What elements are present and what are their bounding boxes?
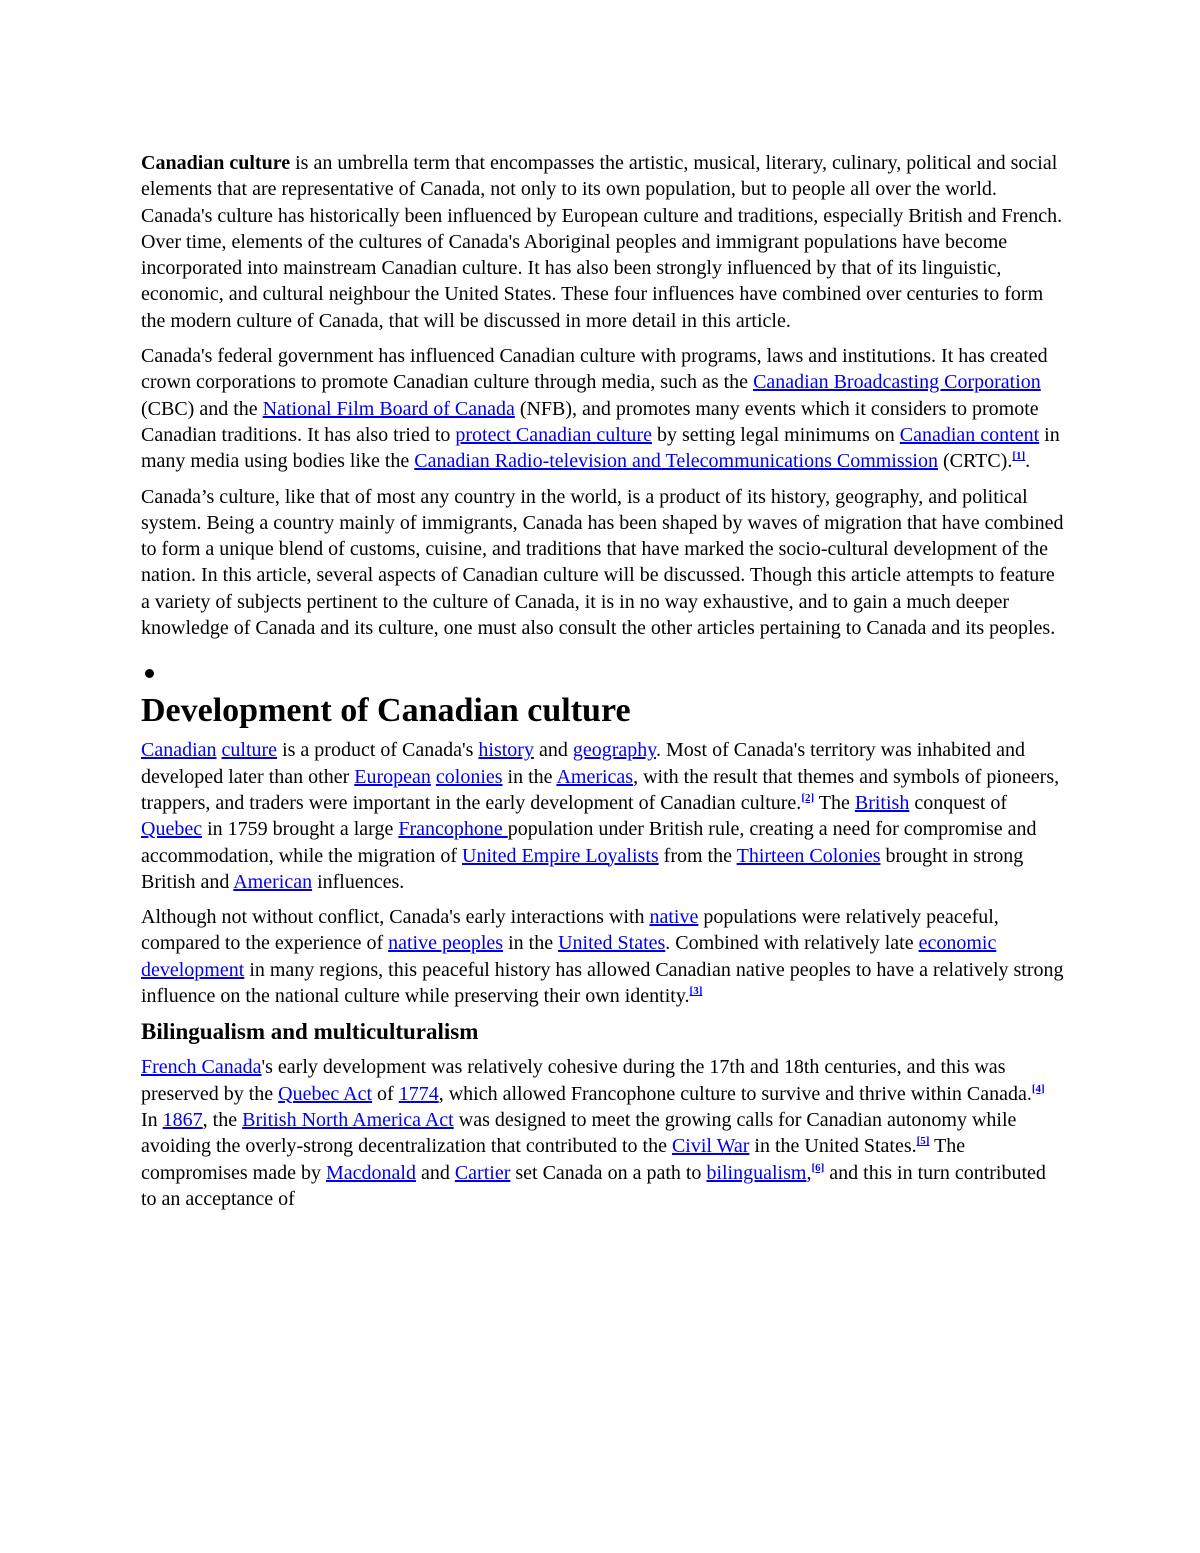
- text-span: and this in turn contributed to an acceptance of: [141, 1161, 1046, 1210]
- link-1867[interactable]: 1867: [162, 1108, 203, 1131]
- text-span: in many media using bodies like the: [141, 423, 1060, 473]
- link-crtc[interactable]: Canadian Radio-television and Telecommunications Commission: [414, 450, 938, 473]
- government-paragraph: [141, 343, 1066, 474]
- text-span: of: [372, 1082, 399, 1105]
- history-paragraph: Canada’s culture, like that of most any country in the world, is a product of its history, geography, and political system. Being a country mainly of immigrants, Canada has been shaped by waves of migration that have combined to form a unique blend of customs, cuisine, and traditions that have marked the socio-cultural development of the nation. In this article, several aspects of Canadian culture will be discussed. Though this article attempts to feature a variety of subjects pertinent to the culture of Canada, it is in no way exhaustive, and to gain a much deeper knowledge of Canada and its culture, one must also consult the other articles pertaining to Canada and its peoples.: [141, 485, 1064, 640]
- link-macdonald[interactable]: Macdonald: [325, 1161, 416, 1184]
- link-cartier[interactable]: Cartier: [454, 1161, 511, 1184]
- link-native[interactable]: native: [649, 906, 699, 929]
- link-british[interactable]: British: [854, 791, 910, 814]
- text-span: is a product of Canada's: [277, 739, 479, 762]
- link-culture[interactable]: culture: [221, 739, 278, 762]
- link-french-canada[interactable]: French Canada: [141, 1056, 262, 1079]
- text-span: . Most of Canada's territory was inhabited and developed later than other: [141, 739, 1026, 788]
- text-span: and: [415, 1161, 455, 1184]
- text-span: The: [814, 791, 855, 814]
- link-cbc[interactable]: Canadian Broadcasting Corporation: [753, 371, 1041, 394]
- link-canadian-content[interactable]: Canadian content: [899, 423, 1040, 446]
- link-francophone[interactable]: Francophone: [398, 818, 508, 841]
- text-span: Although not without conflict, Canada's early interactions with: [141, 906, 650, 929]
- intro-text: is an umbrella term that encompasses the artistic, musical, literary, culinary, political and social elements that are representative of Canada, not only to its own population, but to people all over the world. Canada's culture has historically been influenced by European culture and traditions, especially British and French. Over time, elements of the cultures of Canada's Aboriginal peoples and immigrant populations have become incorporated into mainstream Canadian culture. It has also been strongly influenced by that of its linguistic, economic, and cultural neighbour the United States. These four influences have combined over centuries to form the modern culture of Canada, that will be discussed in more detail in this article.: [141, 152, 1063, 332]
- intro-bold-term: Canadian culture: [141, 152, 291, 174]
- text-span: influences.: [312, 870, 405, 893]
- citation-link-4[interactable]: [4]: [1031, 1082, 1045, 1095]
- text-span: Canada's federal government has influenced Canadian culture with programs, laws and institutions. It has created crown corporations to promote Canadian culture through media, such as the: [141, 345, 1048, 394]
- bullet-icon: [145, 669, 154, 678]
- citation: [1032, 1083, 1045, 1095]
- link-canadian[interactable]: Canadian: [141, 739, 217, 762]
- section-heading-development: Development of Canadian culture: [141, 692, 631, 730]
- text-span: , the: [202, 1108, 243, 1131]
- text-span: in many regions, this peaceful history has allowed Canadian native peoples to have a relatively strong influence on the national culture while preserving their own identity.: [141, 958, 1064, 1008]
- native-paragraph: [141, 904, 1066, 1009]
- link-european[interactable]: European: [354, 765, 431, 788]
- text-span: (NFB), and promotes many events which it considers to promote Canadian traditions. It has also tried to: [141, 397, 1039, 446]
- text-span: in 1759 brought a large: [202, 818, 399, 841]
- text-span: from the: [658, 844, 737, 867]
- text-span: and: [533, 739, 573, 762]
- citation-link-2[interactable]: [2]: [801, 791, 815, 804]
- link-geography[interactable]: geography: [572, 739, 656, 762]
- citation-link-5[interactable]: [5]: [916, 1135, 930, 1148]
- text-span: was designed to meet the growing calls for Canadian autonomy while avoiding the overly-strong decentralization that contributed to the: [141, 1108, 1017, 1158]
- link-protect-culture[interactable]: protect Canadian culture: [455, 423, 652, 446]
- citation: [801, 792, 814, 804]
- text-span: .: [1025, 450, 1031, 473]
- text-span: ,: [806, 1161, 812, 1184]
- section-heading-bilingualism: Bilingualism and multiculturalism: [141, 1019, 479, 1045]
- text-span: , which allowed Francophone culture to survive and thrive within Canada.: [438, 1082, 1032, 1105]
- link-civil-war[interactable]: Civil War: [671, 1135, 750, 1158]
- link-quebec[interactable]: Quebec: [141, 818, 203, 841]
- text-span: in the: [503, 932, 559, 955]
- link-1774[interactable]: 1774: [398, 1082, 439, 1105]
- citation: [1012, 450, 1025, 462]
- link-loyalists[interactable]: United Empire Loyalists: [462, 844, 659, 867]
- bilingualism-paragraph: [141, 1054, 1066, 1212]
- link-nfb[interactable]: National Film Board of Canada: [262, 397, 515, 420]
- text-span: population under British rule, creating a need for compromise and accommodation, while the migration of: [141, 818, 1037, 867]
- citation: [811, 1162, 824, 1174]
- link-american[interactable]: American: [233, 870, 313, 893]
- text-span: in the United States.: [749, 1135, 917, 1158]
- text-span: conquest of: [909, 791, 1008, 814]
- link-united-states[interactable]: United States: [558, 932, 666, 955]
- link-native-peoples[interactable]: native peoples: [388, 932, 504, 955]
- link-americas[interactable]: Americas: [556, 765, 634, 788]
- citation: [917, 1135, 930, 1147]
- text-span: , with the result that themes and symbols of pioneers, trappers, and traders were important in the early development of Canadian culture.: [141, 765, 1060, 814]
- document-page: [141, 150, 1066, 1221]
- citation: [690, 985, 703, 997]
- text-span: set Canada on a path to: [510, 1161, 707, 1184]
- citation-link-1[interactable]: [1]: [1012, 450, 1026, 463]
- link-bilingualism[interactable]: bilingualism: [706, 1161, 807, 1184]
- text-span: populations were relatively peaceful, compared to the experience of: [141, 906, 999, 955]
- text-span: 's early development was relatively cohesive during the 17th and 18th centuries, and this was preserved by the: [141, 1056, 1006, 1105]
- link-history[interactable]: history: [478, 739, 534, 762]
- text-span: In: [141, 1108, 163, 1131]
- text-span: (CBC) and the: [141, 397, 263, 420]
- development-paragraph: [141, 737, 1066, 895]
- link-quebec-act[interactable]: Quebec Act: [278, 1082, 373, 1105]
- intro-paragraph: [141, 150, 1066, 334]
- link-colonies[interactable]: colonies: [435, 765, 503, 788]
- text-span: in the: [502, 765, 557, 788]
- link-economic-development[interactable]: economic development: [141, 932, 997, 981]
- text-span: . Combined with relatively late: [665, 932, 919, 955]
- citation-link-6[interactable]: [6]: [811, 1161, 825, 1174]
- text-span: The compromises made by: [141, 1135, 966, 1184]
- citation-link-3[interactable]: [3]: [689, 985, 703, 998]
- link-thirteen-colonies[interactable]: Thirteen Colonies: [736, 844, 881, 867]
- text-span: (CRTC).: [937, 450, 1013, 473]
- text-span: brought in strong British and: [141, 844, 1024, 893]
- link-bna-act[interactable]: British North America Act: [242, 1108, 454, 1131]
- text-span: by setting legal minimums on: [651, 423, 900, 446]
- empty-bullet-list: [141, 659, 1066, 685]
